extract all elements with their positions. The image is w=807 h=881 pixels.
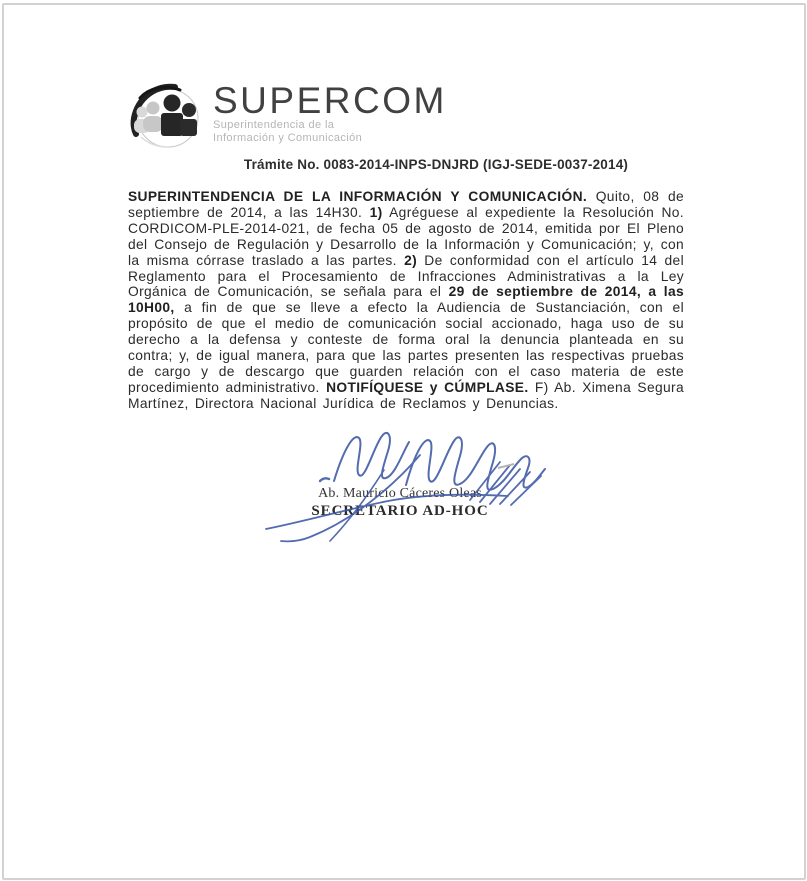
logo-wordmark: SUPERCOM xyxy=(213,80,447,121)
body-segment: F) Ab. Ximena Segura Martínez, Directora Nacional Jurídica de Reclamos y Denuncias. xyxy=(128,379,684,411)
body-segment: NOTIFÍQUESE y CÚMPLASE. xyxy=(326,379,529,395)
resolution-body-paragraph xyxy=(128,189,684,412)
signature-block xyxy=(250,486,550,520)
tramite-number-heading: Trámite No. 0083-2014-INPS-DNJRD (IGJ-SEDE-0037-2014) xyxy=(243,157,629,172)
logo-text xyxy=(213,80,447,145)
handwritten-signature-ink xyxy=(248,424,570,546)
body-segment: SUPERINTENDENCIA DE LA INFORMACIÓN Y COMUNICACIÓN. xyxy=(128,189,588,204)
scan-artifact-dash xyxy=(498,464,514,468)
signer-name: Ab. Mauricio Cáceres Oleas xyxy=(318,486,482,501)
logo-tagline xyxy=(213,119,447,145)
body-segment: 2) xyxy=(404,252,418,268)
body-segment: 29 de septiembre de 2014, a las 10H00, xyxy=(128,284,684,316)
signer-title: SECRETARIO AD-HOC xyxy=(311,503,489,519)
logo-tagline-line1: Superintendencia de la xyxy=(213,119,335,131)
body-segment: Quito, 08 de septiembre de 2014, a las 14H30. xyxy=(128,189,684,220)
body-segment: a fin de que se lleve a efecto la Audiencia de Sustanciación, con el propósito de que el medio de comunicación social accionado, haga uso de su derecho a la defensa y conteste de forma oral la denuncia planteada en su contra; y, de igual manera, para que las partes presenten las respectivas pruebas de cargo y de descargo que guarden relación con el caso materia de este procedimiento administrativo. xyxy=(128,300,684,395)
logo-tagline-line2: Información y Comunicación xyxy=(213,132,363,144)
supercom-logo xyxy=(127,80,447,151)
body-segment: Agréguese al expediente la Resolución No. CORDICOM-PLE-2014-021, de fecha 05 de agosto de 2014, emitida por El Pleno del Consejo de Regulación y Desarrollo de la Información y Comunicación; y, con la misma córrase traslado a las partes. xyxy=(128,204,684,268)
body-segment: De conformidad con el artículo 14 del Reglamento para el Procesamiento de Infracciones Administrativas a la Ley Orgánica de Comunicación, se señala para el xyxy=(128,252,684,300)
people-group-circle-logo-icon xyxy=(127,83,211,151)
body-segment: 1) xyxy=(369,204,383,220)
